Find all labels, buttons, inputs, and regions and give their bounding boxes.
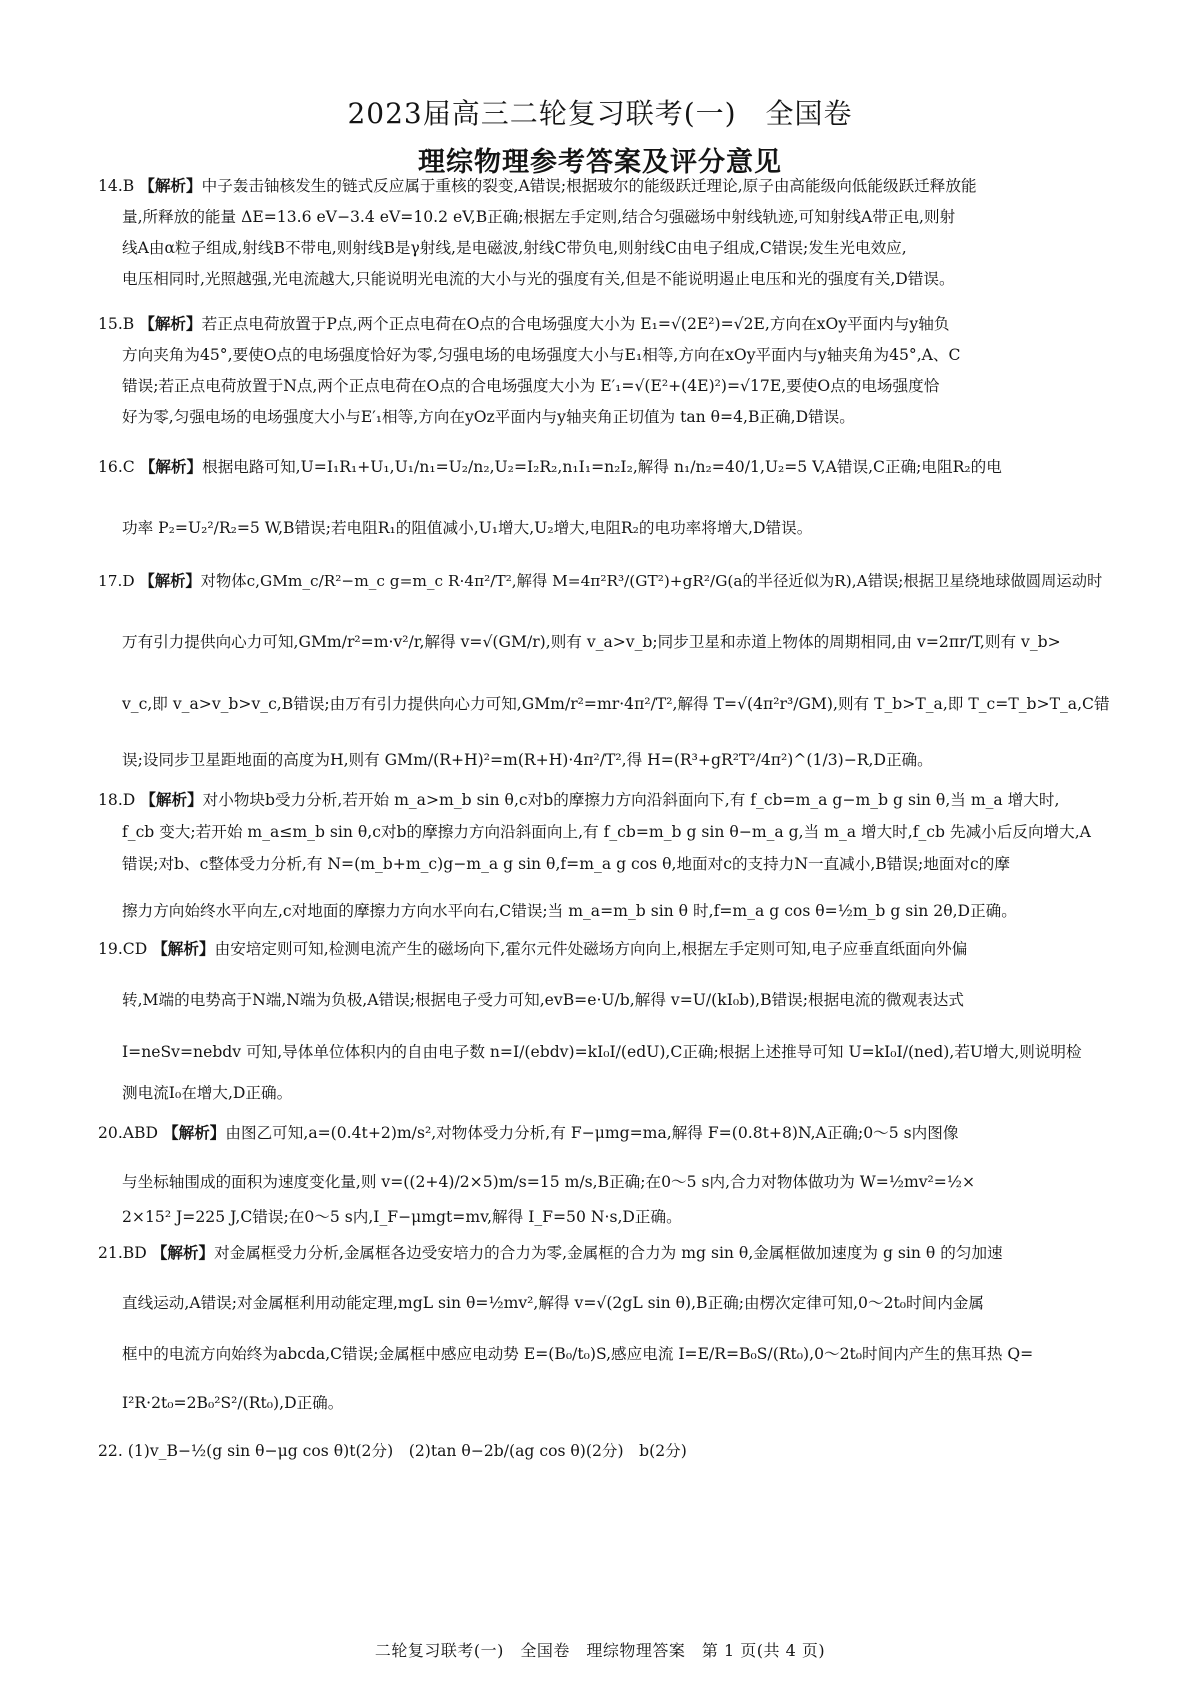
answer-text: 测电流I₀在增大,D正确。: [122, 1084, 293, 1102]
analysis-tag: 【解析】: [163, 1124, 226, 1142]
answer-text: 对物体c,GMm_c/R²−m_c g=m_c R·4π²/T²,解得 M=4π²R³/(GT²)+gR²/G(a的半径近似为R),A错误;根据卫星绕地球做圆周运动时: [200, 572, 1103, 590]
answer-line: [122, 407, 855, 427]
answer-label: 16.C: [98, 458, 135, 476]
analysis-tag: 【解析】: [139, 177, 202, 195]
answer-line: [122, 376, 939, 396]
answer-label: 19.CD: [98, 940, 148, 958]
answer-text: f_cb 变大;若开始 m_a≤m_b sin θ,c对b的摩擦力方向沿斜面向上,有 f_cb=m_b g sin θ−m_a g,当 m_a 增大时,f_cb 先减小后反向增大,A: [122, 823, 1091, 841]
answer-label: 21.BD: [98, 1244, 147, 1262]
answer-line: [122, 345, 960, 365]
analysis-tag: 【解析】: [152, 940, 215, 958]
answer-label: 22.: [98, 1442, 123, 1460]
answer-text: 由图乙可知,a=(0.4t+2)m/s²,对物体受力分析,有 F−μmg=ma,解得 F=(0.8t+8)N,A正确;0～5 s内图像: [225, 1124, 959, 1142]
answer-label: 17.D: [98, 572, 135, 590]
answer-line: [122, 822, 1091, 842]
answer-line: [122, 1042, 1082, 1062]
answer-text: 误;设同步卫星距地面的高度为H,则有 GMm/(R+H)²=m(R+H)·4π²/T²,得 H=(R³+gR²T²/4π²)^(1/3)−R,D正确。: [122, 751, 933, 769]
answer-text: 万有引力提供向心力可知,GMm/r²=m·v²/r,解得 v=√(GM/r),则有 v_a>v_b;同步卫星和赤道上物体的周期相同,由 v=2πr/T,则有 v_b>: [122, 633, 1061, 651]
answer-line: [122, 1207, 682, 1227]
answer-line: [122, 1293, 984, 1313]
answer-text: 功率 P₂=U₂²/R₂=5 W,B错误;若电阻R₁的阻值减小,U₁增大,U₂增大,电阻R₂的电功率将增大,D错误。: [122, 519, 813, 537]
answer-label: 18.D: [98, 791, 136, 809]
answer-line: [122, 269, 955, 289]
answer-line: [122, 990, 964, 1010]
document-subtitle: 理综物理参考答案及评分意见: [418, 147, 782, 178]
answer-line: [122, 854, 1010, 874]
answer-text: 线A由α粒子组成,射线B不带电,则射线B是γ射线,是电磁波,射线C带负电,则射线C由电子组成,C错误;发生光电效应,: [122, 239, 907, 257]
answer-text: 好为零,匀强电场的电场强度大小与E′₁相等,方向在yOz平面内与y轴夹角正切值为 tan θ=4,B正确,D错误。: [122, 408, 855, 426]
answer-text: 对金属框受力分析,金属框各边受安培力的合力为零,金属框的合力为 mg sin θ,金属框做加速度为 g sin θ 的匀加速: [214, 1244, 1003, 1262]
answer-line: [122, 1172, 975, 1192]
answer-line: [122, 518, 812, 538]
answer-text: 与坐标轴围成的面积为速度变化量,则 v=((2+4)/2×5)m/s=15 m/s,B正确;在0～5 s内,合力对物体做功为 W=½mv²=½×: [122, 1173, 976, 1191]
answer-text: I=neSv=nebdv 可知,导体单位体积内的自由电子数 n=I/(ebdv)=kI₀I/(edU),C正确;根据上述推导可知 U=kI₀I/(ned),若U增大,则说明检: [122, 1043, 1082, 1061]
answer-text: 错误;若正点电荷放置于N点,两个正点电荷在O点的合电场强度大小为 E′₁=√(E²+(4E)²)=√17E,要使O点的电场强度恰: [122, 377, 940, 395]
answer-line-first: [98, 176, 977, 196]
answer-line: [122, 632, 1061, 652]
answer-text: 量,所释放的能量 ΔE=13.6 eV−3.4 eV=10.2 eV,B正确;根据左手定则,结合匀强磁场中射线轨迹,可知射线A带正电,则射: [122, 208, 956, 226]
answer-line-first: [98, 790, 1059, 810]
answer-label: 14.B: [98, 177, 135, 195]
answer-line: [122, 1393, 343, 1413]
answer-label: 15.B: [98, 315, 135, 333]
answer-line-first: [98, 314, 949, 334]
page-footer: 二轮复习联考(一) 全国卷 理综物理答案 第 1 页(共 4 页): [374, 1641, 826, 1660]
document-title: 2023届高三二轮复习联考(一) 全国卷: [347, 97, 853, 130]
answer-text: 中子轰击铀核发生的链式反应属于重核的裂变,A错误;根据玻尔的能级跃迁理论,原子由高能级向低能级跃迁释放能: [201, 177, 977, 195]
answer-text: 转,M端的电势高于N端,N端为负极,A错误;根据电子受力可知,evB=e·U/b,解得 v=U/(kI₀b),B错误;根据电流的微观表达式: [122, 991, 964, 1009]
answer-line: [122, 238, 907, 258]
analysis-tag: 【解析】: [140, 791, 203, 809]
answer-line-first: [98, 1123, 958, 1143]
answer-line: [122, 750, 933, 770]
answer-line-first: [98, 1243, 1003, 1263]
answer-text: 对小物块b受力分析,若开始 m_a>m_b sin θ,c对b的摩擦力方向沿斜面向下,有 f_cb=m_a g−m_b g sin θ,当 m_a 增大时,: [202, 791, 1060, 809]
answer-line-first: [98, 457, 1002, 477]
analysis-tag: 【解析】: [139, 315, 202, 333]
analysis-tag: 【解析】: [139, 458, 203, 476]
answer-line: [122, 694, 1110, 714]
analysis-tag: 【解析】: [151, 1244, 215, 1262]
answer-text: I²R·2t₀=2B₀²S²/(Rt₀),D正确。: [122, 1394, 344, 1412]
answer-text: 根据电路可知,U=I₁R₁+U₁,U₁/n₁=U₂/n₂,U₂=I₂R₂,n₁I₁=n₂I₂,解得 n₁/n₂=40/1,U₂=5 V,A错误,C正确;电阻R₂的电: [202, 458, 1002, 476]
answer-text: 电压相同时,光照越强,光电流越大,只能说明光电流的大小与光的强度有关,但是不能说明遏止电压和光的强度有关,D错误。: [122, 270, 955, 288]
answer-text: (1)v_B−½(g sin θ−μg cos θ)t(2分) (2)tan θ−2b/(ag cos θ)(2分) b(2分): [127, 1442, 687, 1460]
answer-line-first: [98, 571, 1102, 591]
answer-line: [122, 1344, 1033, 1364]
answer-text: 直线运动,A错误;对金属框利用动能定理,mgL sin θ=½mv²,解得 v=√(2gL sin θ),B正确;由楞次定律可知,0～2t₀时间内金属: [122, 1294, 984, 1312]
answer-label: 20.ABD: [98, 1124, 159, 1142]
answer-text: 错误;对b、c整体受力分析,有 N=(m_b+m_c)g−m_a g sin θ,f=m_a g cos θ,地面对c的支持力N一直减小,B错误;地面对c的摩: [122, 855, 1010, 873]
answer-text: 方向夹角为45°,要使O点的电场强度恰好为零,匀强电场的电场强度大小与E₁相等,方向在xOy平面内与y轴夹角为45°,A、C: [122, 346, 961, 364]
answer-line-first: [98, 1441, 687, 1461]
answer-line: [122, 901, 1017, 921]
analysis-tag: 【解析】: [139, 572, 201, 590]
answer-text: 由安培定则可知,检测电流产生的磁场向下,霍尔元件处磁场方向向上,根据左手定则可知,电子应垂直纸面向外偏: [214, 940, 968, 958]
answer-text: 2×15² J=225 J,C错误;在0～5 s内,I_F−μmgt=mv,解得 I_F=50 N·s,D正确。: [122, 1208, 682, 1226]
answer-text: 若正点电荷放置于P点,两个正点电荷在O点的合电场强度大小为 E₁=√(2E²)=√2E,方向在xOy平面内与y轴负: [201, 315, 950, 333]
answer-line-first: [98, 939, 967, 959]
answer-text: 擦力方向始终水平向左,c对地面的摩擦力方向水平向右,C错误;当 m_a=m_b sin θ 时,f=m_a g cos θ=½m_b g sin 2θ,D正确。: [122, 902, 1017, 920]
answer-text: v_c,即 v_a>v_b>v_c,B错误;由万有引力提供向心力可知,GMm/r²=mr·4π²/T²,解得 T=√(4π²r³/GM),则有 T_b>T_a,即 T_c=T_b>T_a,C错: [122, 695, 1110, 713]
answer-text: 框中的电流方向始终为abcda,C错误;金属框中感应电动势 E=(B₀/t₀)S,感应电流 I=E/R=B₀S/(Rt₀),0～2t₀时间内产生的焦耳热 Q=: [122, 1345, 1034, 1363]
answer-line: [122, 207, 955, 227]
answer-line: [122, 1083, 292, 1103]
